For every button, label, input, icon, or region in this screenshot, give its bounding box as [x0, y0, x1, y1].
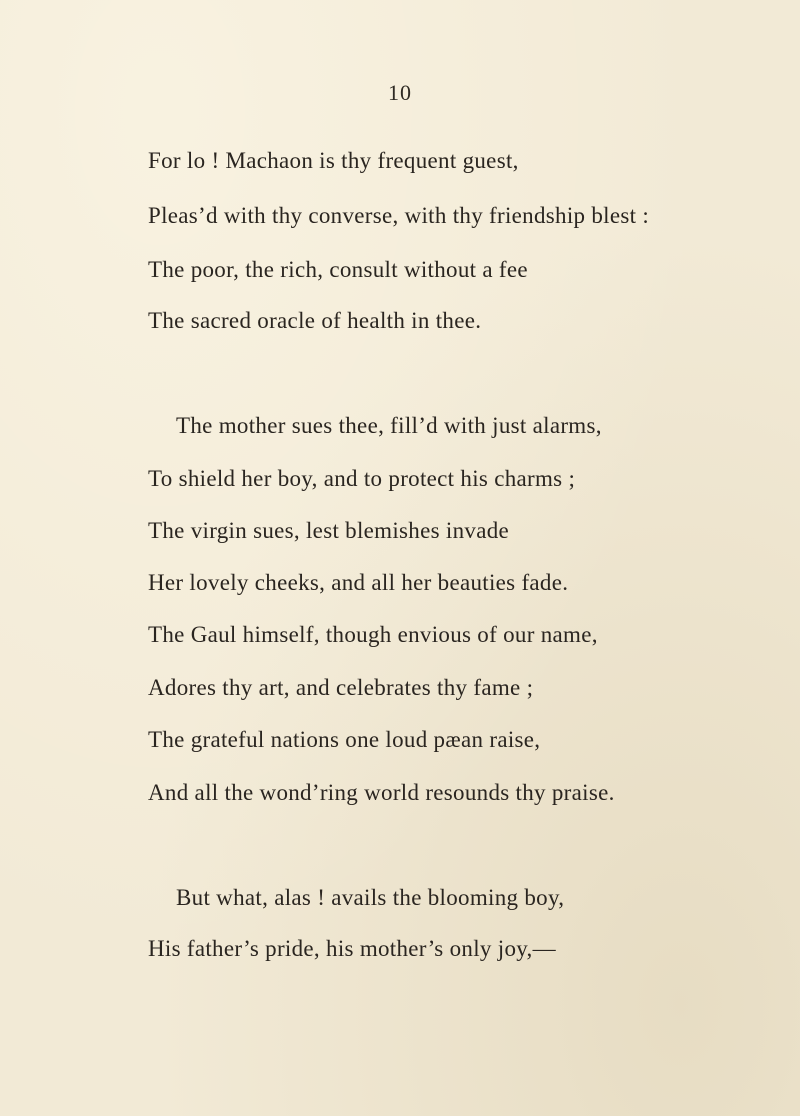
- page-number: 10: [388, 80, 412, 105]
- verse-line: Her lovely cheeks, and all her beauties fade.: [148, 570, 569, 595]
- verse-line: To shield her boy, and to protect his charms ;: [148, 466, 576, 491]
- verse-line: The mother sues thee, fill’d with just alarms,: [176, 413, 602, 438]
- verse-line: Pleas’d with thy converse, with thy friendship blest :: [148, 203, 650, 228]
- verse-line: The poor, the rich, consult without a fee: [148, 257, 528, 282]
- verse-line: The sacred oracle of health in thee.: [148, 308, 482, 333]
- verse-line: For lo ! Machaon is thy frequent guest,: [148, 148, 519, 173]
- verse-line: Adores thy art, and celebrates thy fame ;: [148, 675, 534, 700]
- verse-line: But what, alas ! avails the blooming boy,: [176, 885, 565, 910]
- verse-line: And all the wond’ring world resounds thy praise.: [148, 780, 615, 805]
- verse-line: The grateful nations one loud pæan raise,: [148, 727, 541, 752]
- verse-line: His father’s pride, his mother’s only joy,—: [148, 936, 556, 961]
- verse-line: The virgin sues, lest blemishes invade: [148, 518, 510, 543]
- verse-line: The Gaul himself, though envious of our name,: [148, 622, 598, 647]
